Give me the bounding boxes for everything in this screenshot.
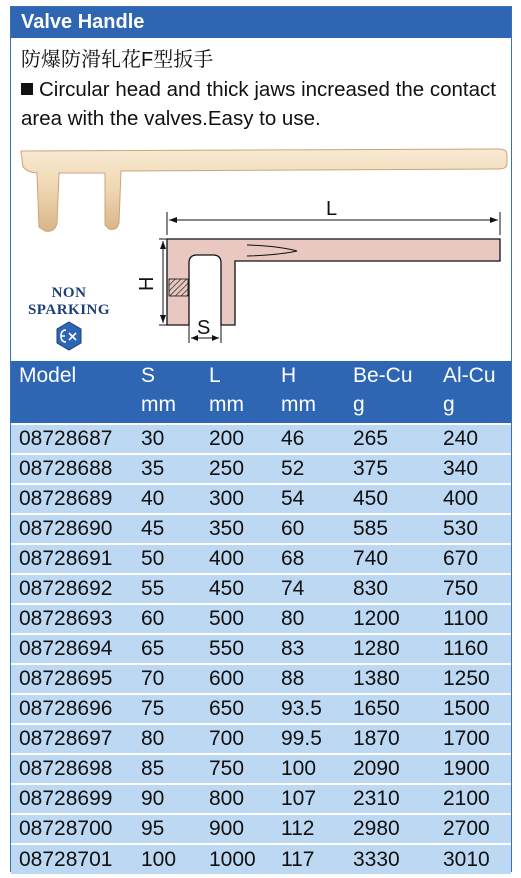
cell-h: 112: [273, 814, 345, 844]
spec-table: [11, 361, 511, 874]
table-row: [11, 844, 511, 874]
cell-l: 1000: [201, 844, 273, 874]
table-row: [11, 694, 511, 724]
dim-label-h: H: [136, 276, 158, 291]
table-row: [11, 544, 511, 574]
table-row: [11, 574, 511, 604]
table-row: [11, 634, 511, 664]
column-header-unit: mm: [281, 393, 316, 416]
cell-al-cu: 1100: [435, 604, 511, 634]
cell-model: 08728701: [11, 844, 133, 874]
cell-model: 08728698: [11, 754, 133, 784]
cell-al-cu: 1500: [435, 694, 511, 724]
product-title: Valve Handle: [11, 7, 511, 38]
cell-h: 68: [273, 544, 345, 574]
badge-line-sparking: SPARKING: [27, 302, 111, 318]
cell-be-cu: 1650: [345, 694, 435, 724]
table-row: [11, 604, 511, 634]
cell-l: 900: [201, 814, 273, 844]
table-row: [11, 784, 511, 814]
cell-s: 100: [133, 844, 201, 874]
cell-l: 300: [201, 484, 273, 514]
cell-s: 60: [133, 604, 201, 634]
description-text: Circular head and thick jaws increased the contact area with the valves.Easy to use.: [21, 78, 496, 130]
cell-l: 800: [201, 784, 273, 814]
cell-s: 45: [133, 514, 201, 544]
table-row: [11, 484, 511, 514]
cell-be-cu: 585: [345, 514, 435, 544]
cell-al-cu: 1250: [435, 664, 511, 694]
column-header-unit: mm: [209, 393, 244, 416]
column-header-label: L: [209, 364, 221, 387]
cell-h: 99.5: [273, 724, 345, 754]
cell-be-cu: 2090: [345, 754, 435, 784]
cell-al-cu: 400: [435, 484, 511, 514]
cell-be-cu: 1200: [345, 604, 435, 634]
cell-al-cu: 670: [435, 544, 511, 574]
column-header-be-cu: [345, 361, 435, 424]
column-header-label: Al-Cu: [443, 364, 496, 387]
cell-model: 08728695: [11, 664, 133, 694]
cell-s: 90: [133, 784, 201, 814]
cell-al-cu: 1700: [435, 724, 511, 754]
cell-l: 250: [201, 454, 273, 484]
table-row: [11, 454, 511, 484]
table-row: [11, 814, 511, 844]
cell-model: 08728690: [11, 514, 133, 544]
table-row: [11, 424, 511, 454]
cell-l: 450: [201, 574, 273, 604]
column-header-s: [133, 361, 201, 424]
cell-model: 08728699: [11, 784, 133, 814]
product-description: [21, 75, 513, 133]
column-header-l: [201, 361, 273, 424]
cell-l: 650: [201, 694, 273, 724]
cell-be-cu: 450: [345, 484, 435, 514]
tool-illustration: [11, 143, 511, 361]
cell-s: 85: [133, 754, 201, 784]
cell-l: 550: [201, 634, 273, 664]
table-row: [11, 664, 511, 694]
valve-handle-image: [21, 149, 507, 231]
cell-h: 54: [273, 484, 345, 514]
table-header-row: [11, 361, 511, 424]
cell-be-cu: 1870: [345, 724, 435, 754]
cell-h: 60: [273, 514, 345, 544]
cell-be-cu: 1280: [345, 634, 435, 664]
table-body: [11, 424, 511, 874]
cell-al-cu: 3010: [435, 844, 511, 874]
cell-h: 93.5: [273, 694, 345, 724]
cell-h: 117: [273, 844, 345, 874]
cell-l: 500: [201, 604, 273, 634]
cell-be-cu: 740: [345, 544, 435, 574]
cell-al-cu: 240: [435, 424, 511, 454]
table-row: [11, 754, 511, 784]
cell-model: 08728696: [11, 694, 133, 724]
cell-l: 750: [201, 754, 273, 784]
cell-l: 700: [201, 724, 273, 754]
cell-h: 100: [273, 754, 345, 784]
cell-l: 200: [201, 424, 273, 454]
cell-s: 80: [133, 724, 201, 754]
cell-model: 08728692: [11, 574, 133, 604]
column-header-unit: g: [353, 393, 365, 416]
cell-al-cu: 1160: [435, 634, 511, 664]
column-header-model: [11, 361, 133, 424]
column-header-h: [273, 361, 345, 424]
bullet-icon: [21, 83, 33, 95]
cell-s: 65: [133, 634, 201, 664]
cell-s: 55: [133, 574, 201, 604]
cell-h: 52: [273, 454, 345, 484]
dim-label-s: S: [197, 317, 211, 339]
cell-model: 08728697: [11, 724, 133, 754]
product-subtitle: 防爆防滑轧花F型扳手: [21, 49, 214, 71]
non-sparking-badge: [13, 285, 125, 319]
cell-h: 74: [273, 574, 345, 604]
cell-model: 08728691: [11, 544, 133, 574]
cell-s: 70: [133, 664, 201, 694]
cell-be-cu: 2310: [345, 784, 435, 814]
ex-hexagon-icon: [55, 321, 83, 351]
badge-line-non: NON: [51, 285, 87, 301]
cell-be-cu: 265: [345, 424, 435, 454]
cell-al-cu: 750: [435, 574, 511, 604]
cell-be-cu: 830: [345, 574, 435, 604]
cell-be-cu: 2980: [345, 814, 435, 844]
product-card: [10, 6, 512, 872]
cell-l: 600: [201, 664, 273, 694]
cell-al-cu: 1900: [435, 754, 511, 784]
cell-be-cu: 375: [345, 454, 435, 484]
cell-al-cu: 2700: [435, 814, 511, 844]
column-header-label: Be-Cu: [353, 364, 413, 387]
cell-s: 30: [133, 424, 201, 454]
column-header-label: H: [281, 364, 297, 387]
cell-s: 95: [133, 814, 201, 844]
cell-l: 350: [201, 514, 273, 544]
column-header-label: Model: [19, 364, 77, 387]
column-header-al-cu: [435, 361, 511, 424]
cell-s: 75: [133, 694, 201, 724]
table-row: [11, 514, 511, 544]
cell-model: 08728688: [11, 454, 133, 484]
cell-al-cu: 340: [435, 454, 511, 484]
cell-model: 08728687: [11, 424, 133, 454]
cell-h: 83: [273, 634, 345, 664]
cell-model: 08728689: [11, 484, 133, 514]
cell-l: 400: [201, 544, 273, 574]
cell-model: 08728693: [11, 604, 133, 634]
cell-al-cu: 2100: [435, 784, 511, 814]
dim-label-l: L: [326, 198, 338, 220]
cell-h: 107: [273, 784, 345, 814]
cell-s: 40: [133, 484, 201, 514]
cell-s: 50: [133, 544, 201, 574]
column-header-label: S: [141, 364, 156, 387]
cell-be-cu: 1380: [345, 664, 435, 694]
cell-h: 46: [273, 424, 345, 454]
cell-s: 35: [133, 454, 201, 484]
cell-be-cu: 3330: [345, 844, 435, 874]
cell-al-cu: 530: [435, 514, 511, 544]
cell-h: 80: [273, 604, 345, 634]
column-header-unit: mm: [141, 393, 176, 416]
table-row: [11, 724, 511, 754]
column-header-unit: g: [443, 393, 455, 416]
cell-model: 08728700: [11, 814, 133, 844]
cell-h: 88: [273, 664, 345, 694]
cell-model: 08728694: [11, 634, 133, 664]
